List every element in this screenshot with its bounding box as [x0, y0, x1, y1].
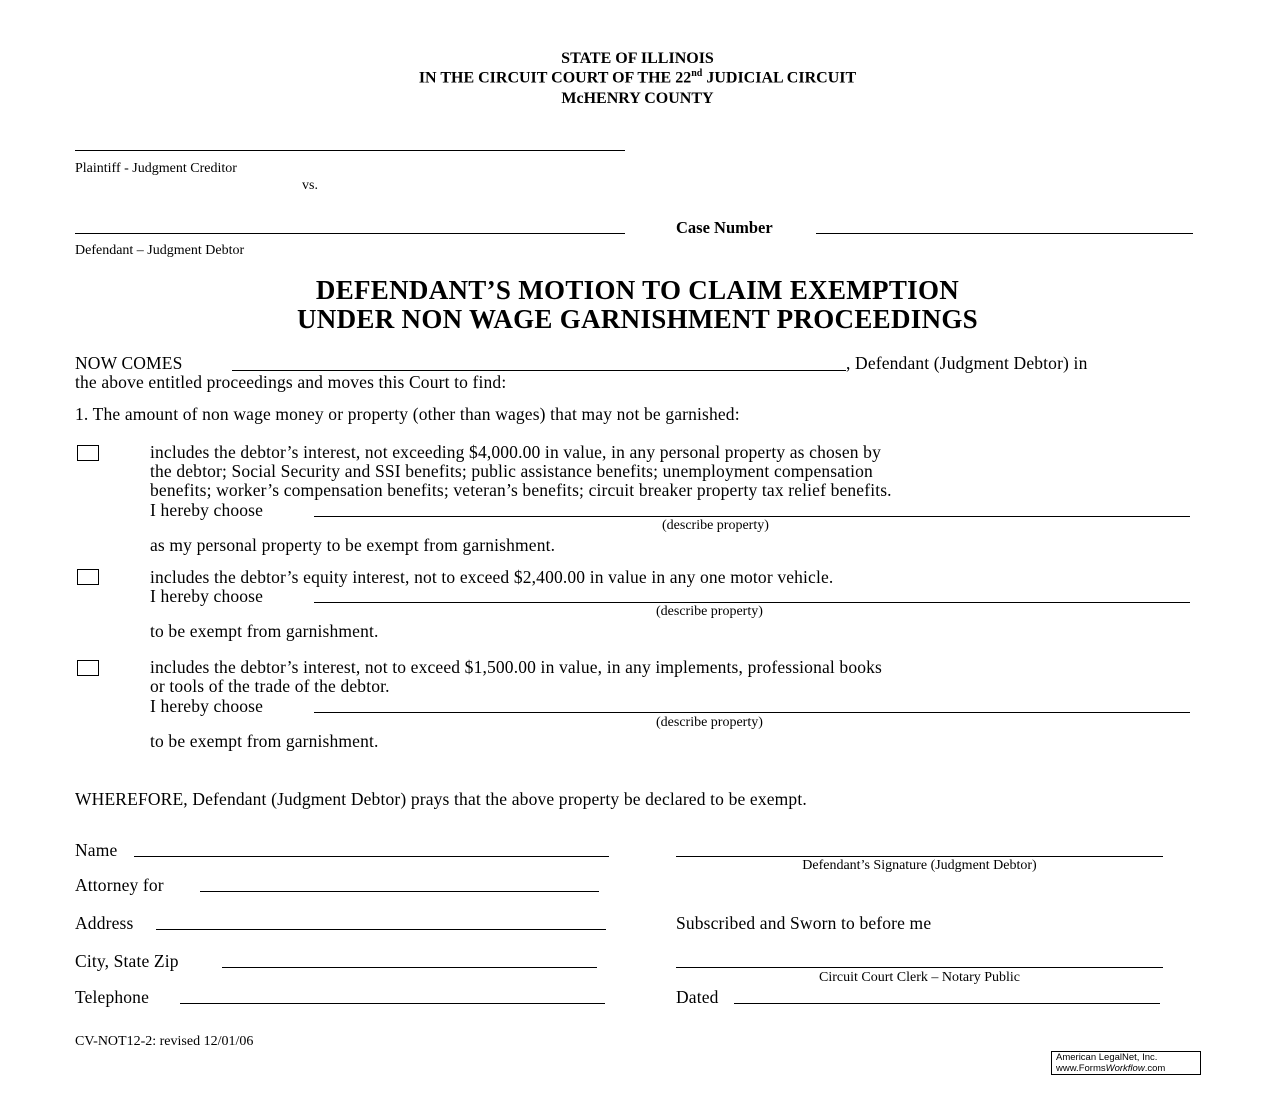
city-state-zip-field[interactable]	[222, 967, 597, 968]
option-1-line: the debtor; Social Security and SSI benefits; public assistance benefits; unemployment compensation	[150, 461, 873, 481]
intro-line2: the above entitled proceedings and moves this Court to find:	[75, 372, 507, 392]
attorney-for-field[interactable]	[200, 891, 599, 892]
header-state: STATE OF ILLINOIS	[561, 50, 714, 67]
plaintiff-label: Plaintiff - Judgment Creditor	[75, 161, 237, 176]
telephone-field[interactable]	[180, 1003, 605, 1004]
court-prefix: IN THE CIRCUIT COURT OF THE 22	[418, 69, 692, 87]
brand-line2c: .com	[1144, 1062, 1166, 1074]
subscribed-text: Subscribed and Sworn to before me	[676, 913, 932, 933]
dated-label: Dated	[676, 987, 719, 1007]
case-number-label: Case Number	[676, 218, 773, 237]
option-3-line: includes the debtor’s interest, not to exceed $1,500.00 in value, in any implements, professional books	[150, 657, 882, 677]
option-1-property-field[interactable]	[314, 516, 1190, 517]
option-1-tail: as my personal property to be exempt from garnishment.	[150, 535, 556, 555]
option-3-property-field[interactable]	[314, 712, 1190, 713]
option-2-property-field[interactable]	[314, 602, 1190, 603]
option-1-choose-label: I hereby choose	[150, 500, 264, 520]
brand-line2b: Workflow	[1105, 1062, 1145, 1074]
option-3-line: or tools of the trade of the debtor.	[150, 676, 390, 696]
dated-field[interactable]	[734, 1003, 1160, 1004]
now-comes-label: NOW COMES	[75, 353, 183, 373]
item1-text: 1. The amount of non wage money or property (other than wages) that may not be garnished:	[75, 404, 740, 424]
option-3-checkbox[interactable]	[77, 660, 99, 676]
defendant-name-field[interactable]	[232, 370, 846, 371]
option-1-line: benefits; worker’s compensation benefits; veteran’s benefits; circuit breaker property tax relief benefits.	[150, 480, 892, 500]
defendant-signature-field[interactable]	[676, 856, 1163, 857]
address-label: Address	[75, 913, 134, 933]
header-court	[0, 68, 1275, 87]
option-1-hint: (describe property)	[662, 518, 769, 533]
now-comes-suffix: , Defendant (Judgment Debtor) in	[846, 353, 1088, 373]
option-3-hint: (describe property)	[656, 715, 763, 730]
title-line1: DEFENDANT’S MOTION TO CLAIM EXEMPTION	[315, 275, 960, 305]
defendant-signature-label: Defendant’s Signature (Judgment Debtor)	[802, 858, 1037, 873]
option-1-checkbox[interactable]	[77, 445, 99, 461]
brand-line2	[1056, 1064, 1196, 1075]
clerk-label: Circuit Court Clerk – Notary Public	[818, 970, 1021, 985]
option-2-line: includes the debtor’s equity interest, not to exceed $2,400.00 in value in any one motor vehicle.	[150, 567, 834, 587]
vs-label: vs.	[302, 178, 318, 193]
header-county: McHENRY COUNTY	[561, 90, 714, 107]
defendant-label: Defendant – Judgment Debtor	[75, 243, 245, 258]
court-suffix: JUDICIAL CIRCUIT	[702, 69, 857, 87]
case-number-field[interactable]	[816, 233, 1193, 234]
defendant-field[interactable]	[75, 233, 625, 234]
option-2-checkbox[interactable]	[77, 569, 99, 585]
option-2-choose-label: I hereby choose	[150, 586, 264, 606]
brand-line1: American LegalNet, Inc.	[1056, 1052, 1158, 1063]
name-label: Name	[75, 840, 118, 860]
option-3-choose-label: I hereby choose	[150, 696, 264, 716]
option-2-tail: to be exempt from garnishment.	[150, 621, 379, 641]
name-field[interactable]	[134, 856, 609, 857]
plaintiff-field[interactable]	[75, 150, 625, 151]
option-3-tail: to be exempt from garnishment.	[150, 731, 379, 751]
court-sup: nd	[691, 68, 703, 79]
attorney-for-label: Attorney for	[75, 875, 164, 895]
wherefore-text: WHEREFORE, Defendant (Judgment Debtor) prays that the above property be declared to be exempt.	[75, 789, 807, 809]
clerk-signature-field[interactable]	[676, 967, 1163, 968]
brand-logo	[1051, 1051, 1201, 1075]
city-state-zip-label: City, State Zip	[75, 951, 179, 971]
option-1-line: includes the debtor’s interest, not exceeding $4,000.00 in value, in any personal property as chosen by	[150, 442, 881, 462]
brand-line2a: www.Forms	[1056, 1062, 1106, 1074]
address-field[interactable]	[156, 929, 606, 930]
form-id: CV-NOT12-2: revised 12/01/06	[75, 1034, 254, 1049]
title-line2: UNDER NON WAGE GARNISHMENT PROCEEDINGS	[297, 304, 978, 334]
option-2-hint: (describe property)	[656, 604, 763, 619]
telephone-label: Telephone	[75, 987, 149, 1007]
